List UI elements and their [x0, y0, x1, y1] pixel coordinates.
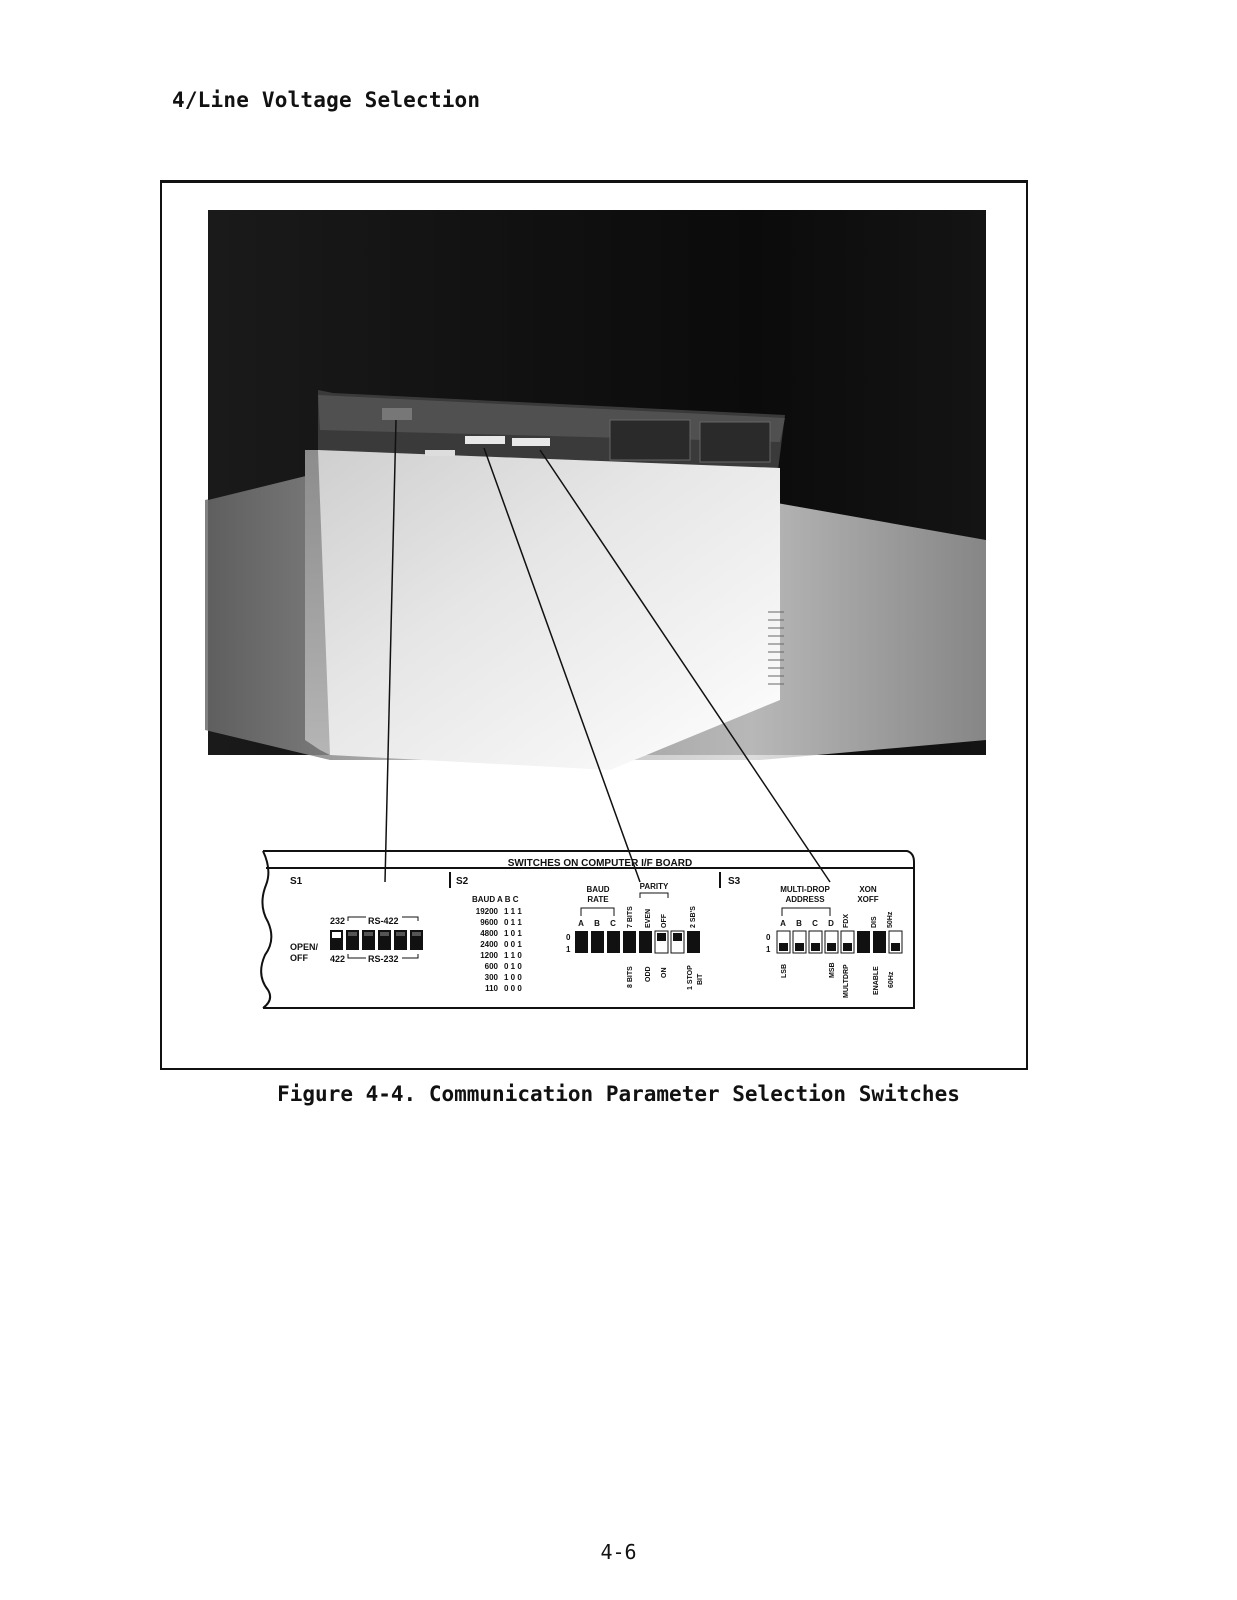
multidrop-heading: MULTI-DROP: [780, 885, 830, 894]
s3-50hz: 50Hz: [887, 911, 894, 928]
baud-bits: 1 1 0: [504, 951, 522, 960]
s2-8bits: 8 BITS: [627, 966, 634, 988]
s3-fdx: FDX: [843, 914, 850, 928]
s3-row-1: 1: [766, 945, 771, 954]
s2-baud-header: BAUD A B C: [472, 895, 519, 904]
s2-row-1: 1: [566, 945, 571, 954]
s3-multdrp: MULTDRP: [843, 964, 850, 998]
s3-60hz: 60Hz: [888, 971, 895, 988]
s2-odd: ODD: [645, 966, 652, 982]
s3-switch-bank: [777, 931, 902, 953]
xon-heading: XON: [859, 885, 877, 894]
baud-rate: 4800: [480, 929, 498, 938]
s2-col-c: C: [610, 919, 616, 928]
s3-dis: DIS: [871, 916, 878, 928]
s1-rs232-label: RS-232: [368, 954, 399, 964]
baud-rate: 600: [484, 962, 498, 971]
s3-row-0: 0: [766, 933, 771, 942]
s2-7bits: 7 BITS: [627, 906, 634, 928]
baud-bits: 1 0 0: [504, 973, 522, 982]
s2-on: ON: [661, 967, 668, 978]
s2-off: OFF: [661, 914, 668, 928]
s3-col-d: D: [828, 919, 834, 928]
baud-rate: 1200: [480, 951, 498, 960]
s3-enable: ENABLE: [873, 966, 880, 995]
s1-rs422-label: RS-422: [368, 916, 399, 926]
photograph: [205, 210, 986, 770]
baud-rate: 19200: [475, 907, 498, 916]
s2-2sbs: 2 SB'S: [690, 906, 697, 928]
panel-title: SWITCHES ON COMPUTER I/F BOARD: [507, 858, 693, 869]
s2-switch-bank: [575, 931, 700, 953]
s1-232-label: 232: [330, 916, 346, 926]
s1-open-label: OPEN/: [290, 942, 319, 952]
s2-col-b: B: [594, 919, 600, 928]
baud-rate-heading: BAUD: [586, 885, 610, 894]
s3-col-c: C: [812, 919, 818, 928]
baud-bits: 1 1 1: [504, 907, 522, 916]
s3-col-a: A: [780, 919, 786, 928]
s2-bit: BIT: [697, 973, 704, 985]
baud-bits: 0 0 0: [504, 984, 522, 993]
s1-off-label: OFF: [290, 953, 308, 963]
s2-row-0: 0: [566, 933, 571, 942]
page-number: 4-6: [600, 1540, 637, 1564]
s2-col-a: A: [578, 919, 584, 928]
baud-bits: 0 1 1: [504, 918, 522, 927]
xoff-heading: XOFF: [857, 895, 879, 904]
baud-bits: 0 1 0: [504, 962, 522, 971]
baud-rate: 2400: [480, 940, 498, 949]
baud-bits: 0 0 1: [504, 940, 522, 949]
s2-1stop: 1 STOP: [687, 965, 694, 990]
s1-switch-bank: [330, 930, 423, 950]
s3-lsb: LSB: [781, 964, 788, 978]
baud-rate: 110: [485, 984, 498, 993]
s2-even: EVEN: [645, 908, 652, 928]
multidrop-heading-2: ADDRESS: [785, 895, 825, 904]
s2-label: S2: [456, 876, 469, 887]
s1-label: S1: [290, 876, 303, 887]
figure-caption: Figure 4-4. Communication Parameter Selection Switches: [277, 1082, 960, 1106]
s3-col-b: B: [796, 919, 802, 928]
baud-rate-heading-2: RATE: [587, 895, 609, 904]
switch-panel: [261, 851, 914, 1008]
page-header: 4/Line Voltage Selection: [172, 88, 481, 112]
baud-rate: 9600: [480, 918, 498, 927]
baud-rate: 300: [484, 973, 498, 982]
parity-heading: PARITY: [639, 882, 669, 891]
baud-bits: 1 0 1: [504, 929, 522, 938]
s3-msb: MSB: [829, 962, 836, 978]
s3-label: S3: [728, 876, 741, 887]
s1-422-label: 422: [330, 954, 346, 964]
